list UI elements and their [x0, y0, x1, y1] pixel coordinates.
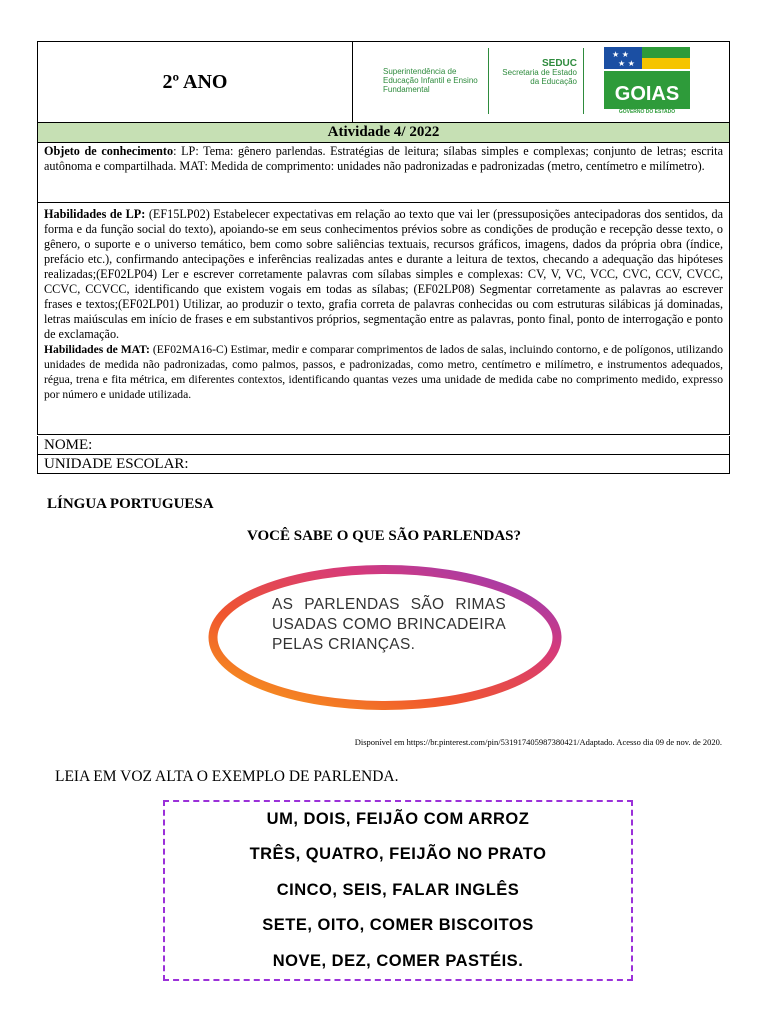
parlenda-line: TRÊS, QUATRO, FEIJÃO NO PRATO: [249, 845, 547, 863]
logo-divider-2: [583, 48, 584, 114]
instruction: LEIA EM VOZ ALTA O EXEMPLO DE PARLENDA.: [55, 768, 399, 785]
habilidades-lp-text: (EF15LP02) Estabelecer expectativas em relação ao texto que vai ler (pressuposições antecipadoras dos sentidos, da forma e da função social do texto), apoiando-se em seus conhecimentos prévios sobre as condições de produção e recepção desse texto, o gênero, o suporte e o universo temático, bem como sobre saliências textuais, recursos gráficos, imagens, dados da própria obra (índice, prefácio etc.), confirmando antecipações e inferências realizadas antes e durante a leitura de textos, checando a adequação das hipóteses realizadas;(EF02LP04) Ler e escrever corretamente palavras com sílabas simples e complexas: CV, V, VC, VCC, CVC, CCV, CVCC, CCVC, CCVCC, identificando que existem vogais em todas as sílabas; (EF02LP08) Segmentar corretamente as palavras ao escrever frases e textos;(EF02LP01) Utilizar, ao produzir o texto, grafia correta de palavras conhecidas ou com estruturas silábicas já dominadas, letras maiúsculas em início de frases e em substantivos próprios, segmentação entre as palavras, ponto final, ponto de interrogação e ponto de exclamação.: [44, 207, 724, 341]
habilidades-mat-label: Habilidades de MAT:: [44, 343, 150, 356]
logo-seduc: [493, 59, 577, 86]
nome-field[interactable]: NOME:: [37, 436, 730, 455]
logo-seduc-title: SEDUC: [541, 58, 577, 69]
source-citation: Disponível em https://br.pinterest.com/pin/531917405987380421/Adaptado. Acesso dia 09 de nov. de 2020.: [354, 737, 722, 747]
goias-wordmark: GOIAS: [614, 83, 680, 105]
activity-title: Atividade 4/ 2022: [37, 123, 730, 143]
parlenda-line: SETE, OITO, COMER BISCOITOS: [262, 916, 534, 934]
goias-flag-icon: [604, 47, 690, 117]
parlenda-line: UM, DOIS, FEIJÃO COM ARROZ: [266, 810, 530, 828]
parlenda-line: NOVE, DEZ, COMER PASTÉIS.: [272, 952, 524, 970]
objeto-label: Objeto de conhecimento: [44, 144, 174, 158]
parlenda-line: CINCO, SEIS, FALAR INGLÊS: [276, 881, 520, 899]
objeto-conhecimento: [37, 143, 730, 203]
habilidades-lp: [44, 207, 723, 342]
logo-divider: [488, 48, 489, 114]
goias-subtitle: GOVERNO DO ESTADO: [618, 109, 676, 115]
objeto-text: : LP: Tema: gênero parlendas. Estratégias de leitura; sílabas simples e complexas; conjunto de letras; escrita autônoma e compartilhada. MAT: Medida de comprimento: unidades não padronizadas e padronizadas (metro, centímetro e milímetro).: [44, 144, 723, 173]
habilidades-mat-text: (EF02MA16-C) Estimar, medir e comparar comprimentos de lados de salas, incluindo contorno, e de polígonos, utilizando unidades de medida não padronizadas, como palmos, passos, e padronizadas, como metro, centímetro e milímetro, e instrumentos adequados, régua, trena e fita métrica, em diferentes contextos, identificando quantas vezes uma unidade de medida cabe no comprimento medido, expresso por número e unidade utilizada.: [44, 343, 724, 401]
goias-logo: [604, 47, 690, 117]
habilidades: [37, 203, 730, 435]
logo-seduc-sub: Secretaria de Estado da Educação: [502, 68, 577, 86]
unidade-escolar-field[interactable]: UNIDADE ESCOLAR:: [37, 455, 730, 474]
logo-superintendencia: Superintendência de Educação Infantil e Ensino Fundamental: [383, 67, 478, 94]
question-title: VOCÊ SABE O QUE SÃO PARLENDAS?: [246, 528, 522, 544]
habilidades-lp-label: Habilidades de LP:: [44, 207, 146, 221]
parlenda-definition: AS PARLENDAS SÃO RIMAS USADAS COMO BRINCADEIRA PELAS CRIANÇAS.: [272, 596, 506, 653]
habilidades-mat: [44, 342, 723, 402]
grade-title: 2º ANO: [38, 42, 353, 122]
svg-text:★ ★: ★ ★: [612, 50, 629, 59]
svg-text:★ ★: ★ ★: [618, 59, 635, 68]
section-title: LÍNGUA PORTUGUESA: [47, 496, 214, 512]
header-table: [37, 41, 730, 123]
